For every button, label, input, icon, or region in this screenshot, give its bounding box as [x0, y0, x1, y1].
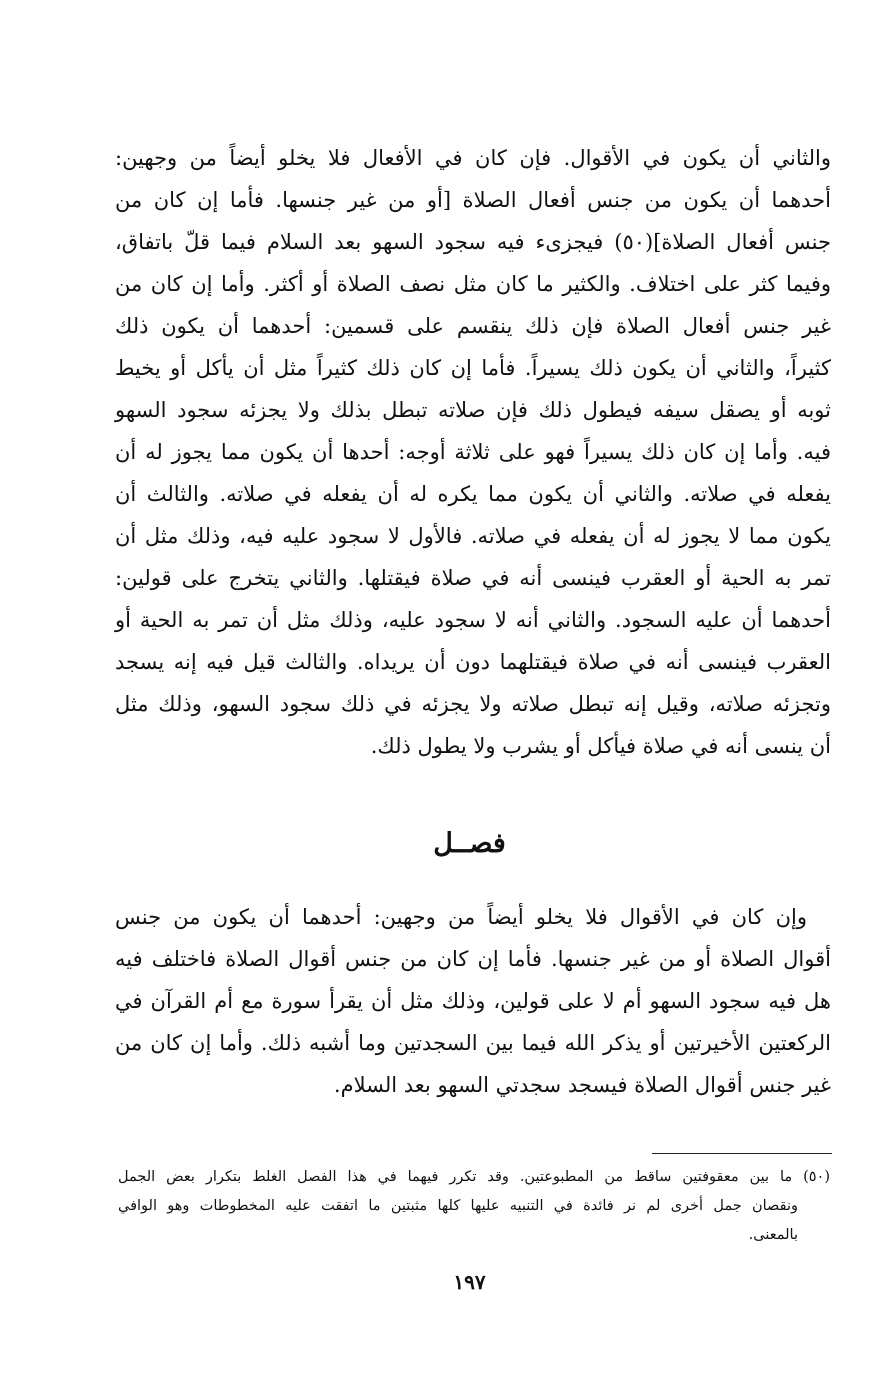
- text-line: تمر به الحية أو العقرب فينسى أنه في صلاة فيقتلها. والثاني يتخرج على قولين:: [115, 566, 831, 590]
- footnote-line: بالمعنى.: [748, 1227, 798, 1243]
- text-line: هل فيه سجود السهو أم لا على قولين، وذلك مثل أن يقرأ سورة مع أم القرآن في: [115, 989, 831, 1013]
- text-line: وفيما كثر على اختلاف. والكثير ما كان مثل نصف الصلاة أو أكثر. وأما إن كان من: [115, 272, 831, 296]
- text-line: العقرب فينسى أنه في صلاة فيقتلهما دون أن يريداه. والثالث قيل فيه إنه يسجد: [115, 650, 831, 674]
- text-line: أقوال الصلاة أو من غير جنسها. فأما إن كان من جنس أقوال الصلاة فاختلف فيه: [115, 947, 831, 971]
- text-line: غير جنس أقوال الصلاة فيسجد سجدتي السهو بعد السلام.: [333, 1073, 831, 1097]
- footnote: [118, 1163, 830, 1250]
- text-line: جنس أفعال الصلاة](٥٠) فيجزىء فيه سجود السهو بعد السلام فيما قلّ باتفاق،: [115, 230, 831, 254]
- text-line: ثوبه أو يصقل سيفه فيطول ذلك فإن صلاته تبطل بذلك ولا يجزئه سجود السهو: [115, 398, 831, 422]
- page-number: ١٩٧: [453, 1270, 486, 1294]
- text-line: أحدهما أن عليه السجود. والثاني أنه لا سجود عليه، وذلك مثل أن تمر به الحية أو: [115, 608, 831, 632]
- text-line: وتجزئه صلاته، وقيل إنه تبطل صلاته ولا يجزئه في ذلك سجود السهو، وذلك مثل: [115, 692, 831, 716]
- paragraph-main: [115, 137, 831, 767]
- text-line: يفعله في صلاته. والثاني أن يكون مما يكره له أن يفعله في صلاته. والثالث أن: [115, 482, 831, 506]
- footnote-line: ونقصان جمل أخرى لم نر فائدة في التنبيه عليها كلها مثبتين ما اتفقت عليه المخطوطات وهو الوافي: [118, 1198, 798, 1214]
- text-line: فيه. وأما إن كان ذلك يسيراً فهو على ثلاثة أوجه: أحدها أن يكون مما يجوز له أن: [115, 440, 831, 464]
- text-line: أن ينسى أنه في صلاة فيأكل أو يشرب ولا يطول ذلك.: [370, 734, 831, 758]
- text-line: كثيراً، والثاني أن يكون ذلك يسيراً. فأما إن كان ذلك كثيراً مثل أن يأكل أو يخيط: [115, 356, 831, 380]
- text-line: يكون مما لا يجوز له أن يفعله في صلاته. فالأول لا سجود عليه فيه، وذلك مثل أن: [115, 524, 831, 548]
- paragraph-section: [115, 896, 831, 1106]
- footnote-line: (٥٠) ما بين معقوفتين ساقط من المطبوعتين. وقد تكرر فيهما في هذا الفصل الغلط بتكرار بعض الجمل: [118, 1169, 830, 1185]
- text-line: والثاني أن يكون في الأقوال. فإن كان في الأفعال فلا يخلو أيضاً من وجهين:: [115, 146, 831, 170]
- text-line: وإن كان في الأقوال فلا يخلو أيضاً من وجهين: أحدهما أن يكون من جنس: [115, 905, 807, 929]
- text-line: أحدهما أن يكون من جنس أفعال الصلاة [أو من غير جنسها. فأما إن كان من: [115, 188, 831, 212]
- text-line: غير جنس أفعال الصلاة فإن ذلك ينقسم على قسمين: أحدهما أن يكون ذلك: [115, 314, 831, 338]
- footnote-separator: [652, 1153, 832, 1154]
- text-line: الركعتين الأخيرتين أو يذكر الله فيما بين السجدتين وما أشبه ذلك. وأما إن كان من: [115, 1031, 831, 1055]
- section-heading: فصــل: [433, 828, 506, 859]
